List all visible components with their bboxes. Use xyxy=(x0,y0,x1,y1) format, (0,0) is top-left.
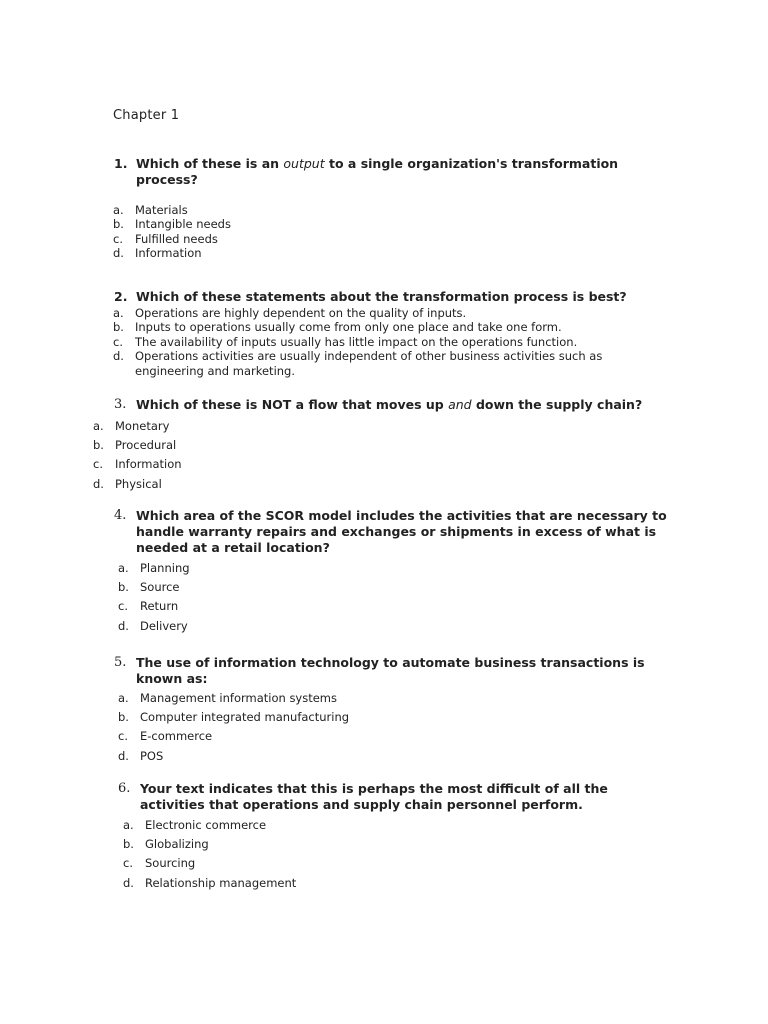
option[interactable]: b. Inputs to operations usually come from only one place and take one form. xyxy=(113,320,562,335)
option[interactable]: d. Delivery xyxy=(118,618,188,633)
option[interactable]: b. Procedural xyxy=(93,438,177,453)
question-text: Which area of the SCOR model includes the activities that are necessary to handle warranty repairs and exchanges or shipments in excess of what is needed at a retail location? xyxy=(136,508,667,555)
option[interactable]: d. Information xyxy=(113,246,202,261)
question-3 xyxy=(114,397,674,413)
option[interactable]: b. Intangible needs xyxy=(113,217,231,232)
option[interactable]: d. Relationship management xyxy=(123,875,297,890)
question-number: 4. xyxy=(114,508,127,523)
option[interactable]: d. POS xyxy=(118,748,164,763)
question-text: Which of these is NOT a flow that moves up and down the supply chain? xyxy=(136,397,643,412)
option[interactable]: a. Materials xyxy=(113,203,188,217)
options-list xyxy=(113,306,673,378)
options-list xyxy=(93,417,393,494)
option[interactable]: a. Planning xyxy=(118,561,190,575)
options-list xyxy=(113,203,653,261)
question-number: 2. xyxy=(114,289,128,304)
option[interactable]: a. Operations are highly dependent on the quality of inputs. xyxy=(113,306,467,320)
question-2 xyxy=(114,289,674,305)
question-1 xyxy=(114,156,644,188)
option[interactable]: b. Source xyxy=(118,580,180,595)
option[interactable]: d. Physical xyxy=(93,476,162,491)
question-number: 6. xyxy=(118,781,131,796)
question-text: The use of information technology to automate business transactions is known as: xyxy=(136,655,645,686)
option[interactable]: c. Information xyxy=(93,457,182,472)
option[interactable]: c. The availability of inputs usually has little impact on the operations function. xyxy=(113,334,578,349)
chapter-title: Chapter 1 xyxy=(113,108,180,123)
option[interactable]: d. Operations activities are usually independent of other business activities such as engineering and marketing. xyxy=(113,349,603,378)
option[interactable]: b. Globalizing xyxy=(123,837,209,852)
options-list xyxy=(123,816,423,893)
question-text: Your text indicates that this is perhaps the most difficult of all the activities that operations and supply chain personnel perform. xyxy=(140,781,608,812)
options-list xyxy=(118,559,418,636)
question-number: 5. xyxy=(114,655,127,670)
question-5 xyxy=(114,655,659,687)
question-number: 1. xyxy=(114,156,128,171)
option[interactable]: a. Electronic commerce xyxy=(123,818,267,832)
option[interactable]: a. Management information systems xyxy=(118,691,338,705)
option[interactable]: c. Return xyxy=(118,599,179,614)
question-6 xyxy=(118,781,638,813)
option[interactable]: c. Fulfilled needs xyxy=(113,231,218,246)
option[interactable]: c. Sourcing xyxy=(123,856,196,871)
option[interactable]: b. Computer integrated manufacturing xyxy=(118,710,350,725)
question-4 xyxy=(114,508,674,556)
option[interactable]: c. E-commerce xyxy=(118,729,213,744)
options-list xyxy=(118,689,438,766)
question-text: Which of these is an output to a single organization's transformation process? xyxy=(136,156,619,187)
question-number: 3. xyxy=(114,397,127,412)
question-text: Which of these statements about the transformation process is best? xyxy=(136,289,627,304)
option[interactable]: a. Monetary xyxy=(93,419,170,433)
